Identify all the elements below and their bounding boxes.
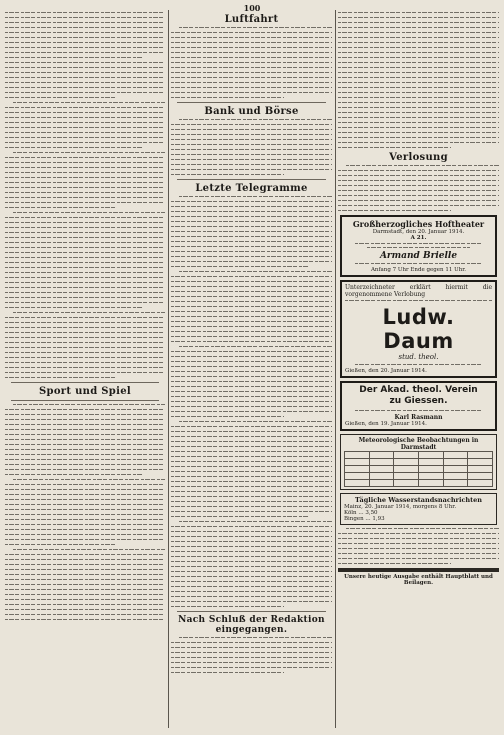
theater-advertisement [340, 215, 497, 277]
article-text [171, 119, 332, 175]
table-title: Meteorologische Beobachtungen in Darmstadt [358, 437, 479, 451]
article-text [338, 165, 499, 211]
divider [11, 382, 159, 383]
data-table [344, 451, 493, 487]
article-text [338, 528, 499, 564]
divider [177, 611, 326, 612]
footer-note: Unsere heutige Ausgabe enthält Hauptblatt und Beilagen. [344, 574, 493, 586]
column-left [5, 12, 165, 624]
article-text [171, 637, 332, 673]
ad-line: Mainz, 20. Januar 1914, morgens 8 Uhr. [344, 504, 457, 510]
ad-line: Karl Rasmann [394, 414, 443, 421]
ad-subtitle: stud. theol. [398, 353, 439, 361]
ad-line: Köln ... 3,50 [344, 510, 378, 516]
article-text [5, 404, 165, 620]
section-heading: Sport und Spiel [39, 386, 131, 397]
column-middle [171, 12, 332, 677]
divider [177, 102, 326, 103]
ad-name: Ludw. Daum [382, 305, 455, 353]
ad-line: A 21. [410, 235, 427, 241]
section-heading: Luftfahrt [224, 14, 279, 25]
article-text [171, 27, 332, 98]
divider [177, 179, 326, 180]
association-advertisement [340, 381, 497, 431]
ad-line: Darmstadt, den 20. Januar 1914. [372, 229, 465, 235]
article-text [171, 196, 332, 607]
ad-line: Armand Brielle [379, 251, 458, 261]
article-text [338, 12, 499, 148]
ad-line: Anfang 7 Uhr Ende gegen 11 Uhr. [370, 267, 467, 273]
article-text [5, 12, 165, 378]
water-level-advertisement [340, 493, 497, 525]
ad-date: Gießen, den 20. Januar 1914. [345, 368, 427, 374]
ad-title: Großherzogliches Hoftheater [352, 219, 485, 229]
divider [338, 568, 499, 572]
column-divider [335, 10, 336, 728]
page-number: 100 [243, 3, 261, 13]
section-heading: Nach Schluß der Redaktion eingegangen. [178, 615, 325, 635]
ad-title: Tägliche Wasserstandsnachrichten [354, 496, 482, 504]
engagement-advertisement [340, 280, 497, 378]
ad-date: Gießen, den 19. Januar 1914. [345, 421, 427, 427]
column-right [338, 12, 499, 586]
divider [11, 400, 159, 401]
weather-table [340, 434, 497, 490]
section-heading: Letzte Telegramme [195, 183, 308, 194]
ad-line: zu Giessen. [389, 396, 448, 406]
column-divider [168, 10, 169, 728]
section-heading: Verlosung [389, 152, 448, 163]
ad-line: Der Akad. theol. Verein [359, 385, 478, 395]
section-heading: Bank und Börse [204, 106, 299, 117]
ad-line: Bingen ... 1,93 [344, 516, 385, 522]
ad-line: Unterzeichneter erklärt hiermit die vorgenommene Verlobung [345, 284, 492, 298]
